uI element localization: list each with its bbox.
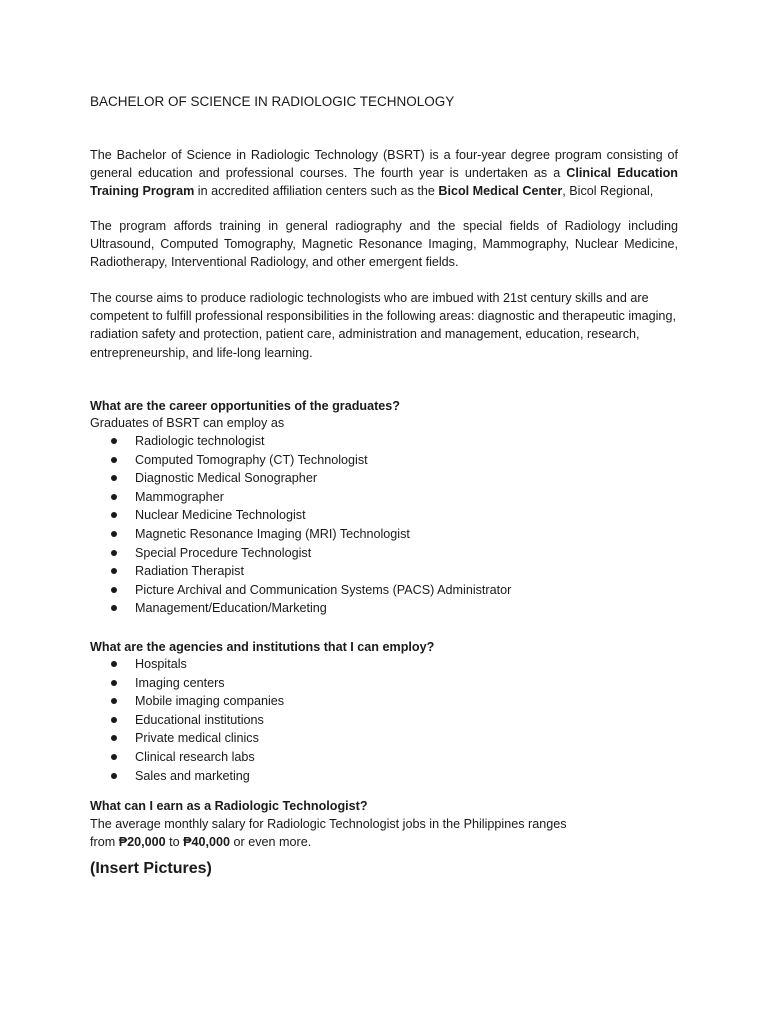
list-item-label: Computed Tomography (CT) Technologist — [135, 452, 368, 467]
list-item — [90, 674, 284, 693]
list-item-label: Sales and marketing — [135, 768, 250, 783]
bullet-icon — [111, 438, 117, 444]
bullet-icon — [111, 735, 117, 741]
intro-paragraph — [90, 146, 678, 201]
list-item — [90, 506, 511, 525]
bullet-icon — [111, 550, 117, 556]
salary-low: ₱20,000 — [118, 835, 166, 850]
list-item-label: Clinical research labs — [135, 749, 255, 764]
bullet-icon — [111, 568, 117, 574]
list-item-label: Nuclear Medicine Technologist — [135, 508, 306, 523]
bullet-icon — [111, 698, 117, 704]
careers-list — [90, 432, 511, 618]
earnings-to-label: to — [165, 835, 184, 850]
list-item — [90, 469, 511, 488]
list-item — [90, 729, 284, 748]
salary-high: ₱40,000 — [183, 835, 231, 850]
clinical-program-name: Clinical Education Training Program — [90, 166, 678, 199]
list-item — [90, 655, 284, 674]
list-item — [90, 544, 511, 563]
bullet-icon — [111, 531, 117, 537]
list-item — [90, 432, 511, 451]
bullet-icon — [111, 754, 117, 760]
list-item-label: Mobile imaging companies — [135, 694, 285, 709]
intro-text-1: The Bachelor of Science in Radiologic Technology (BSRT) is a four-year degree program consisting of general education and professional courses. The fourth year is undertaken as a — [90, 148, 678, 181]
bullet-icon — [111, 605, 117, 611]
earnings-line-1: The average monthly salary for Radiologic Technologist jobs in the Philippines ranges — [90, 817, 567, 831]
list-item-label: Educational institutions — [135, 712, 264, 727]
bullet-icon — [111, 512, 117, 518]
bullet-icon — [111, 457, 117, 463]
list-item — [90, 451, 511, 470]
course-aims-paragraph: The course aims to produce radiologic technologists who are imbued with 21st century skills and are competent to fulfill professional responsibilities in the following areas: diagnostic and therapeutic imaging, radiation safety and protection, patient care, administration and management, education, research, entrepreneurship, and life-long learning. — [90, 291, 676, 360]
bicol-medical-center: Bicol Medical Center — [438, 184, 563, 199]
list-item-label: Radiation Therapist — [135, 564, 244, 579]
intro-text-3: , Bicol Regional, — [562, 184, 654, 199]
bullet-icon — [111, 680, 117, 686]
list-item — [90, 767, 284, 786]
document-title: BACHELOR OF SCIENCE IN RADIOLOGIC TECHNOLOGY — [90, 94, 455, 109]
list-item-label: Picture Archival and Communication Systems (PACS) Administrator — [135, 582, 512, 597]
bullet-icon — [111, 661, 117, 667]
intro-text-2: in accredited affiliation centers such as the — [194, 184, 439, 199]
list-item-label: Imaging centers — [135, 675, 225, 690]
training-paragraph: The program affords training in general radiography and the special fields of Radiology including Ultrasound, Computed Tomography, Magnetic Resonance Imaging, Mammography, Nuclear Medicine, Radiotherapy, Interventional Radiology, and other emergent fields. — [90, 219, 678, 270]
bullet-icon — [111, 587, 117, 593]
list-item-label: Magnetic Resonance Imaging (MRI) Technologist — [135, 526, 410, 541]
bullet-icon — [111, 475, 117, 481]
earnings-from-label: from — [90, 835, 119, 850]
list-item — [90, 692, 284, 711]
earnings-tail: or even more. — [230, 835, 312, 850]
agencies-list — [90, 655, 284, 785]
list-item — [90, 562, 511, 581]
list-item — [90, 748, 284, 767]
list-item — [90, 525, 511, 544]
earnings-heading: What can I earn as a Radiologic Technologist? — [90, 799, 368, 813]
list-item-label: Radiologic technologist — [135, 434, 265, 448]
list-item — [90, 488, 511, 507]
agencies-heading: What are the agencies and institutions that I can employ? — [90, 640, 435, 654]
careers-intro: Graduates of BSRT can employ as — [90, 416, 285, 430]
list-item-label: Diagnostic Medical Sonographer — [135, 471, 318, 486]
list-item-label: Hospitals — [135, 657, 187, 671]
list-item-label: Special Procedure Technologist — [135, 545, 312, 560]
bullet-icon — [111, 773, 117, 779]
bullet-icon — [111, 717, 117, 723]
insert-pictures-note: (Insert Pictures) — [90, 860, 212, 877]
list-item-label: Private medical clinics — [135, 731, 259, 746]
earnings-paragraph — [90, 815, 650, 851]
list-item-label: Mammographer — [135, 489, 224, 504]
list-item — [90, 581, 511, 600]
careers-heading: What are the career opportunities of the graduates? — [90, 399, 400, 413]
list-item — [90, 711, 284, 730]
bullet-icon — [111, 494, 117, 500]
list-item — [90, 599, 511, 618]
list-item-label: Management/Education/Marketing — [135, 601, 327, 616]
